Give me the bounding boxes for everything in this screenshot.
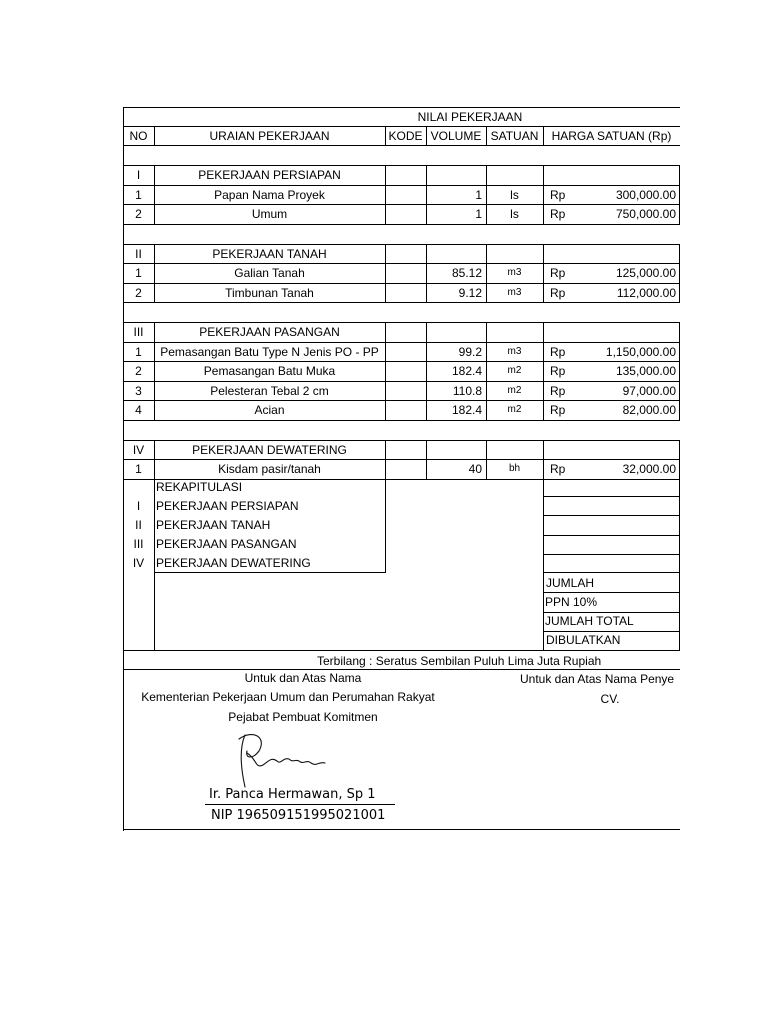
item-volume: 40: [468, 462, 482, 476]
rekap-label: PEKERJAAN PERSIAPAN: [156, 499, 299, 513]
total-jumlah-label: JUMLAH: [546, 576, 595, 590]
rab-sheet: [123, 107, 680, 831]
item-price: 82,000.00: [622, 403, 676, 417]
grid-line: [679, 440, 680, 481]
item-price: 300,000.00: [615, 188, 676, 202]
section-number: II: [135, 247, 142, 261]
item-unit: m3: [507, 346, 522, 357]
item-currency: Rp: [550, 345, 566, 359]
total-dibulatkan-label: DIBULATKAN: [546, 633, 621, 647]
grid-line: [123, 302, 680, 303]
item-price: 97,000.00: [622, 384, 676, 398]
item-description: Umum: [251, 207, 288, 221]
section-number: III: [133, 325, 144, 339]
grid-line: [543, 322, 544, 421]
item-currency: Rp: [550, 364, 566, 378]
rekap-no: II: [135, 518, 142, 532]
item-unit: bh: [508, 463, 521, 474]
item-price: 32,000.00: [622, 462, 676, 476]
item-currency: Rp: [550, 286, 566, 300]
col-header-harga: HARGA SATUAN (Rp): [551, 129, 672, 143]
col-header-satuan: SATUAN: [490, 129, 539, 143]
item-description: Galian Tanah: [234, 266, 305, 280]
rekap-label: PEKERJAAN PASANGAN: [156, 537, 297, 551]
item-description: Pemasangan Batu Type N Jenis PO - PP: [160, 345, 379, 359]
item-volume: 99.2: [458, 345, 482, 359]
signatory-name: Ir. Panca Hermawan, Sp 1: [209, 787, 376, 802]
item-description: Papan Nama Proyek: [214, 188, 325, 202]
total-ppn-label: PPN 10%: [545, 595, 598, 609]
grid-line: [543, 165, 544, 225]
grid-line: [123, 145, 680, 146]
item-number: 2: [135, 364, 142, 378]
item-unit: ls: [510, 188, 519, 202]
grid-line: [543, 554, 680, 555]
grid-line: [385, 440, 386, 481]
item-description: Kisdam pasir/tanah: [218, 462, 321, 476]
grid-line: [543, 496, 680, 497]
item-description: Timbunan Tanah: [225, 286, 314, 300]
item-unit: m3: [507, 287, 522, 298]
grid-line: [679, 244, 680, 304]
total-jumlah-total-label: JUMLAH TOTAL: [545, 614, 634, 628]
terbilang-text: Terbilang : Seratus Sembilan Puluh Lima Juta Rupiah: [317, 654, 602, 668]
item-price: 750,000.00: [615, 207, 676, 221]
grid-line: [679, 477, 680, 651]
grid-line: [543, 572, 680, 573]
grid-line: [679, 322, 680, 421]
item-unit: m3: [507, 267, 522, 278]
grid-line: [385, 322, 386, 421]
rekap-title: REKAPITULASI: [156, 480, 243, 494]
item-number: 4: [135, 403, 142, 417]
grid-line: [123, 420, 680, 421]
sign-left-line1: Untuk dan Atas Nama: [244, 671, 362, 685]
grid-line: [123, 224, 680, 225]
item-price: 112,000.00: [616, 286, 676, 300]
section-title: PEKERJAAN PERSIAPAN: [198, 168, 341, 182]
grid-line: [543, 535, 680, 536]
col-header-uraian: URAIAN PEKERJAAN: [209, 129, 330, 143]
item-volume: 182.4: [451, 364, 482, 378]
item-currency: Rp: [550, 403, 566, 417]
item-currency: Rp: [550, 384, 566, 398]
grid-line: [154, 572, 386, 573]
item-currency: Rp: [550, 188, 566, 202]
item-unit: m2: [507, 404, 522, 415]
item-description: Pelesteran Tebal 2 cm: [210, 384, 329, 398]
grid-line: [385, 829, 680, 830]
item-volume: 110.8: [452, 384, 482, 398]
rekap-no: I: [136, 499, 141, 513]
col-header-no: NO: [129, 129, 148, 143]
rekap-no: IV: [132, 556, 145, 570]
item-volume: 85.12: [451, 266, 482, 280]
item-number: 1: [135, 266, 142, 280]
grid-line: [543, 477, 544, 651]
item-number: 2: [135, 286, 142, 300]
grid-line: [543, 515, 680, 516]
item-price: 1,150,000.00: [605, 345, 676, 359]
section-number: IV: [132, 443, 145, 457]
item-number: 1: [135, 462, 142, 476]
grid-line: [679, 165, 680, 225]
item-unit: m2: [507, 365, 522, 376]
grid-line: [123, 650, 680, 651]
handwritten-signature: [233, 729, 333, 795]
item-price: 135,000.00: [615, 364, 676, 378]
rekap-no: III: [133, 537, 144, 551]
grid-line: [123, 829, 214, 830]
grid-line: [543, 440, 544, 481]
item-unit: ls: [510, 207, 519, 221]
signatory-nip: NIP 196509151995021001: [211, 808, 386, 823]
grid-line: [385, 477, 386, 573]
item-number: 1: [135, 188, 142, 202]
rekap-label: PEKERJAAN TANAH: [156, 518, 271, 532]
item-description: Pemasangan Batu Muka: [203, 364, 336, 378]
section-title: PEKERJAAN PASANGAN: [199, 325, 340, 339]
item-currency: Rp: [550, 462, 566, 476]
section-title: PEKERJAAN DEWATERING: [192, 443, 347, 457]
item-number: 2: [135, 207, 142, 221]
grid-line: [154, 477, 155, 651]
item-number: 3: [135, 384, 142, 398]
table-title: NILAI PEKERJAAN: [417, 110, 523, 124]
item-currency: Rp: [550, 207, 566, 221]
grid-line: [385, 165, 386, 225]
section-title: PEKERJAAN TANAH: [212, 247, 327, 261]
sign-right-line1: Untuk dan Atas Nama Penye: [520, 672, 675, 686]
item-unit: m2: [507, 385, 522, 396]
item-volume: 9.12: [458, 286, 482, 300]
item-description: Acian: [254, 403, 285, 417]
item-volume: 1: [475, 207, 482, 221]
rekap-label: PEKERJAAN DEWATERING: [156, 556, 311, 570]
item-volume: 182.4: [451, 403, 482, 417]
item-currency: Rp: [550, 266, 566, 280]
section-number: I: [136, 168, 141, 182]
sign-right-line2: CV.: [600, 692, 620, 706]
col-header-volume: VOLUME: [430, 129, 482, 143]
item-price: 125,000.00: [615, 266, 676, 280]
col-header-kode: KODE: [388, 129, 423, 143]
signatory-underline: [205, 804, 395, 805]
sign-left-line3: Pejabat Pembuat Komitmen: [228, 710, 378, 724]
grid-line: [385, 244, 386, 304]
sign-left-line2: Kementerian Pekerjaan Umum dan Perumahan Rakyat: [141, 690, 435, 704]
grid-line: [543, 244, 544, 304]
item-volume: 1: [475, 188, 482, 202]
item-number: 1: [135, 345, 142, 359]
